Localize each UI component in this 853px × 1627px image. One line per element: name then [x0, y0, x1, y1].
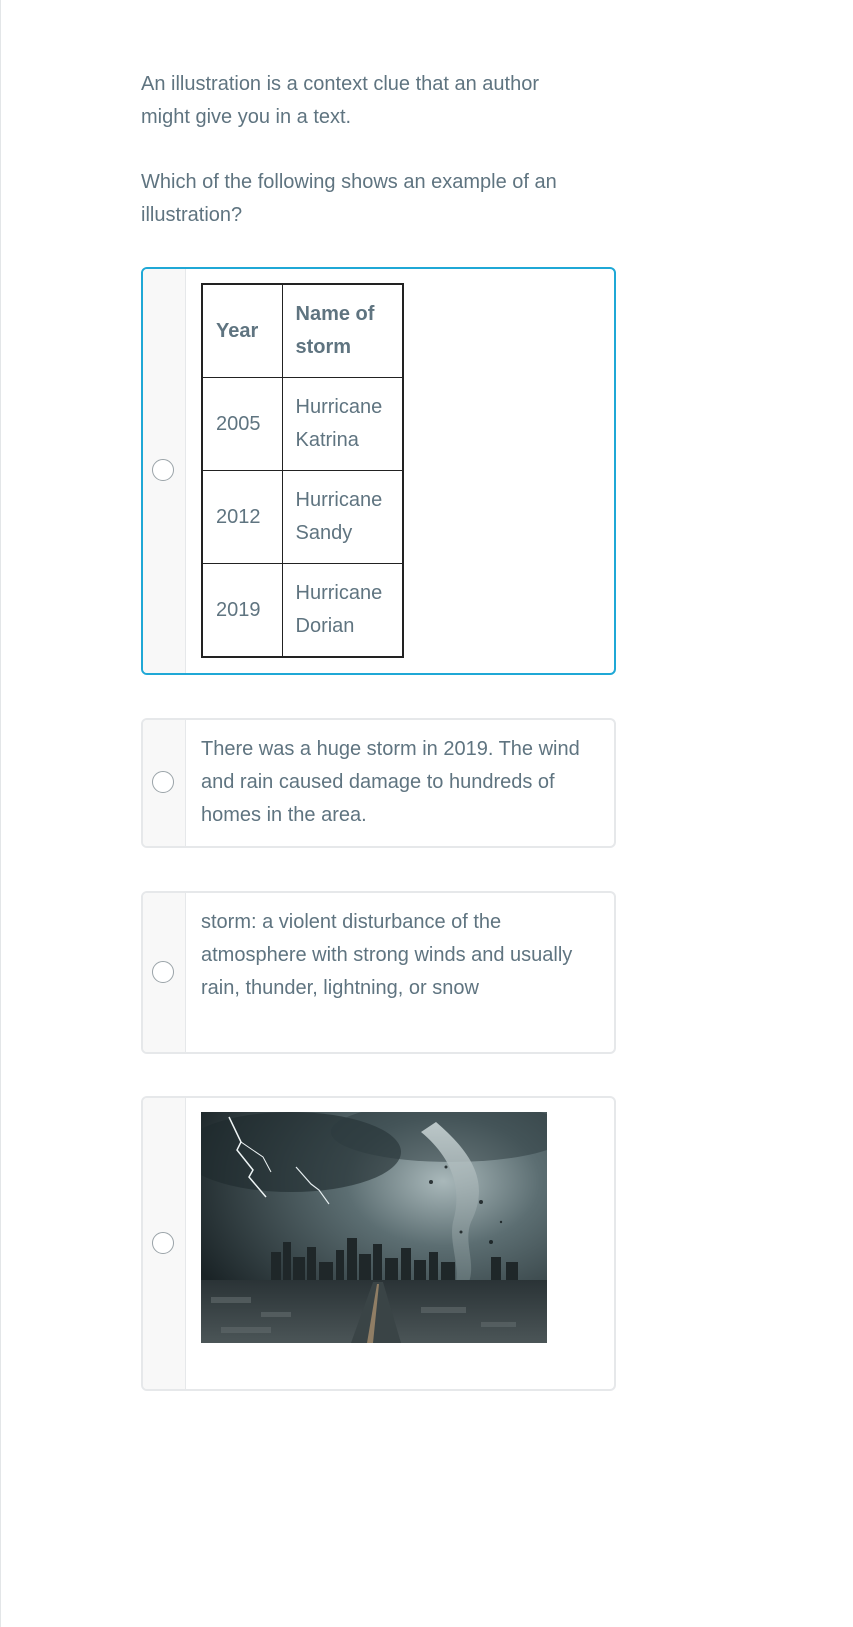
table-cell-storm: Hurricane Katrina: [282, 378, 403, 471]
tornado-storm-image: [201, 1112, 547, 1343]
option-text: storm: a violent disturbance of the atmosphere with strong winds and usually rain, thunder, lightning, or snow: [201, 911, 573, 999]
option-text: There was a huge storm in 2019. The wind and rain caused damage to hundreds of homes in the area.: [201, 738, 580, 826]
answer-option-definition[interactable]: [141, 891, 616, 1054]
table-row: [202, 378, 403, 471]
option-body: [201, 906, 594, 1005]
table-row: [202, 471, 403, 564]
option-gutter: [143, 720, 186, 846]
answer-option-table[interactable]: [141, 267, 616, 675]
option-body: [201, 283, 594, 658]
option-radio-1[interactable]: [152, 459, 174, 481]
table-cell-year: 2012: [202, 471, 282, 564]
table-header-row: [202, 284, 403, 378]
option-gutter: [143, 1098, 186, 1389]
table-header-year: Year: [202, 284, 282, 378]
answer-option-image[interactable]: [141, 1096, 616, 1391]
table-cell-year: 2019: [202, 564, 282, 658]
table-cell-storm: Hurricane Dorian: [282, 564, 403, 658]
storm-table: [201, 283, 404, 658]
question-prompt: Which of the following shows an example of an illustration?: [141, 171, 557, 226]
option-radio-3[interactable]: [152, 961, 174, 983]
answer-option-narrative[interactable]: [141, 718, 616, 848]
table-header-storm-name: Name of storm: [282, 284, 403, 378]
table-cell-year: 2005: [202, 378, 282, 471]
page-left-border: [0, 0, 1, 1627]
option-radio-4[interactable]: [152, 1232, 174, 1254]
table-cell-storm: Hurricane Sandy: [282, 471, 403, 564]
option-radio-2[interactable]: [152, 771, 174, 793]
option-body: [201, 1112, 594, 1343]
option-gutter: [143, 893, 186, 1052]
option-gutter: [143, 269, 186, 673]
table-row: [202, 564, 403, 658]
option-body: [201, 733, 594, 832]
question-intro: An illustration is a context clue that an author might give you in a text.: [141, 73, 540, 128]
